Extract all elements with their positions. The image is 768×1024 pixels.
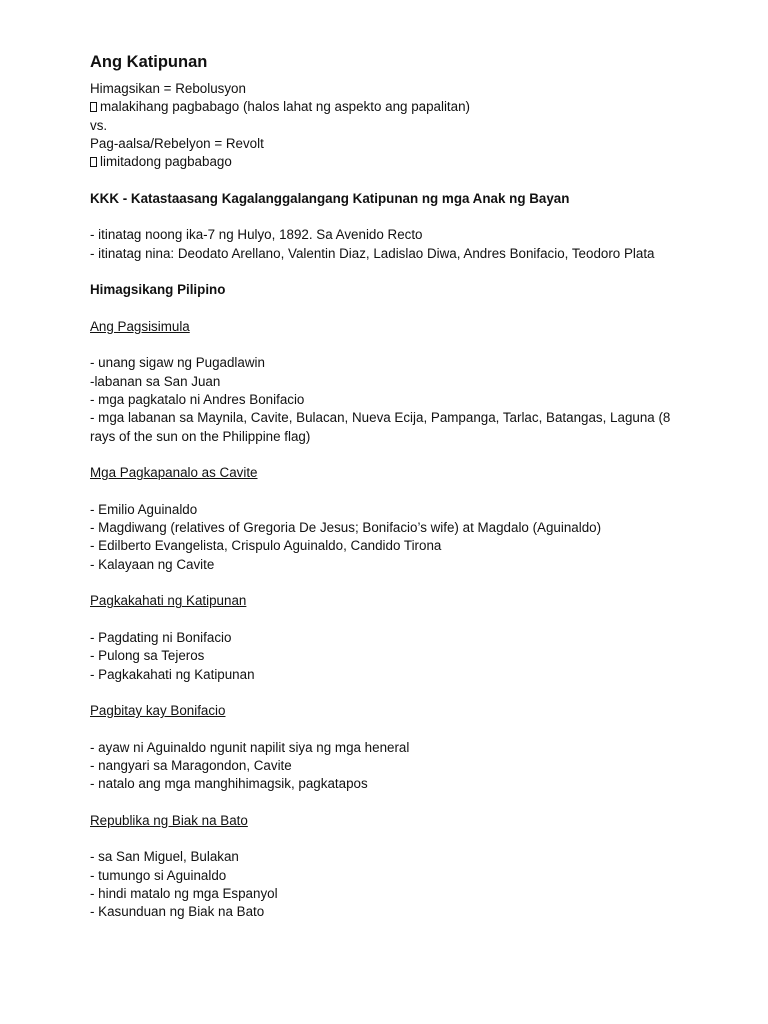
intro-line: Pag-aalsa/Rebelyon = Revolt: [90, 135, 264, 151]
list-item: - hindi matalo ng mga Espanyol: [90, 886, 278, 902]
intro-line: vs.: [90, 117, 108, 133]
list-item: - Pagdating ni Bonifacio: [90, 629, 232, 645]
spacer: [90, 208, 750, 226]
spacer: [90, 611, 750, 629]
list-item: - nangyari sa Maragondon, Cavite: [90, 757, 292, 773]
list-item: - unang sigaw ng Pugadlawin: [90, 355, 265, 371]
section-heading: Republika ng Biak na Bato: [90, 812, 248, 828]
list-item: - Edilberto Evangelista, Crispulo Aguinaldo, Candido Tirona: [90, 538, 442, 554]
spacer: [90, 171, 750, 189]
list-item: - ayaw ni Aguinaldo ngunit napilit siya ng mga heneral: [90, 739, 410, 755]
kkk-heading: KKK - Katastaasang Kagalanggalangang Katipunan ng mga Anak ng Bayan: [90, 190, 570, 206]
spacer: [90, 574, 750, 592]
section-heading: Ang Pagsisimula: [90, 318, 190, 334]
intro-line: limitadong pagbabago: [90, 153, 750, 171]
list-item: -labanan sa San Juan: [90, 373, 221, 389]
list-item: - Emilio Aguinaldo: [90, 501, 198, 517]
section-heading-bold: Himagsikang Pilipino: [90, 282, 226, 298]
list-item: - itinatag noong ika-7 ng Hulyo, 1892. Sa Avenido Recto: [90, 227, 423, 243]
list-item: - Kalayaan ng Cavite: [90, 556, 215, 572]
list-item: - Kasunduan ng Biak na Bato: [90, 904, 265, 920]
missing-glyph-icon: [90, 157, 97, 167]
intro-line: Himagsikan = Rebolusyon: [90, 81, 246, 96]
missing-glyph-icon: [90, 102, 97, 112]
section-heading: Pagkakahati ng Katipunan: [90, 593, 247, 609]
document-page: [90, 52, 750, 922]
list-item: - Pulong sa Tejeros: [90, 648, 205, 664]
spacer: [90, 830, 750, 848]
spacer: [90, 684, 750, 702]
list-item: - mga labanan sa Maynila, Cavite, Bulacan, Nueva Ecija, Pampanga, Tarlac, Batangas, Laguna (8 rays of the sun on the Philippine flag): [90, 410, 671, 444]
list-item: - Pagkakahati ng Katipunan: [90, 666, 255, 682]
section-heading: Mga Pagkapanalo as Cavite: [90, 465, 258, 481]
list-item: - sa San Miguel, Bulakan: [90, 849, 239, 865]
list-item: - Magdiwang (relatives of Gregoria De Jesus; Bonifacio’s wife) at Magdalo (Aguinaldo): [90, 520, 602, 536]
spacer: [90, 336, 750, 354]
spacer: [90, 720, 750, 738]
document-title: Ang Katipunan: [90, 53, 208, 71]
list-item: - itinatag nina: Deodato Arellano, Valentin Diaz, Ladislao Diwa, Andres Bonifacio, Teodoro Plata: [90, 245, 655, 261]
list-item: - mga pagkatalo ni Andres Bonifacio: [90, 392, 305, 408]
list-item: - tumungo si Aguinaldo: [90, 867, 227, 883]
list-item: - natalo ang mga manghihimagsik, pagkatapos: [90, 776, 368, 792]
spacer: [90, 300, 750, 318]
intro-line: malakihang pagbabago (halos lahat ng aspekto ang papalitan): [90, 98, 750, 116]
section-heading: Pagbitay kay Bonifacio: [90, 703, 226, 719]
spacer: [90, 483, 750, 501]
spacer: [90, 794, 750, 812]
spacer: [90, 446, 750, 464]
spacer: [90, 263, 750, 281]
